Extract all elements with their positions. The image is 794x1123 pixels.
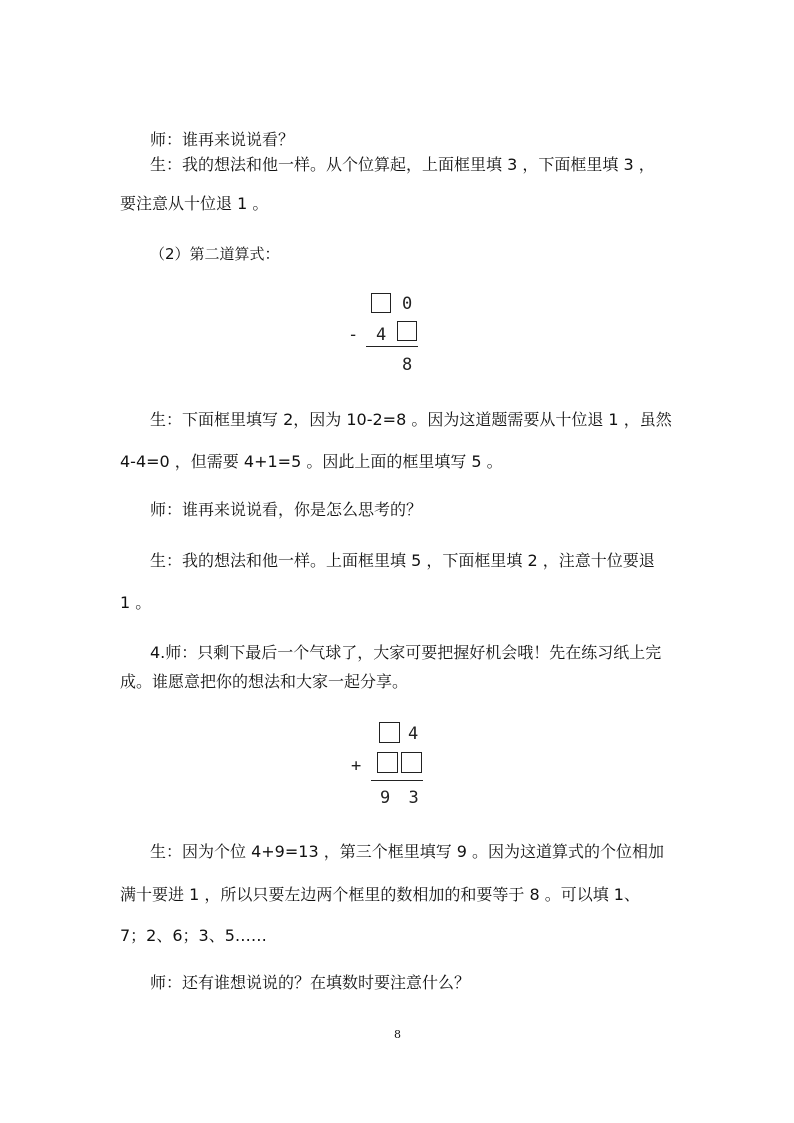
paragraph-student-2-line2: 4-4=0 ，但需要 4+1=5 。因此上面的框里填写 5 。	[120, 452, 503, 471]
blank-box	[397, 321, 417, 341]
paragraph-student-3-line1: 生：我的想法和他一样。上面框里填 5 ，下面框里填 2 ，注意十位要退	[150, 551, 655, 570]
paragraph-student-1-line2: 要注意从十位退 1 。	[120, 194, 269, 213]
section-heading-2: （2）第二道算式：	[150, 245, 280, 263]
paragraph-student-1-line1: 生：我的想法和他一样。从个位算起，上面框里填 3 ，下面框里填 3 ，	[150, 155, 655, 174]
equation-2-operator: +	[351, 756, 362, 776]
equation-1-result: 8	[402, 355, 413, 375]
blank-box	[377, 752, 398, 773]
equation-2-top-digit: 4	[408, 724, 419, 744]
equation-1-rule	[366, 346, 418, 347]
page-number: 8	[394, 1028, 401, 1041]
paragraph-teacher-2: 师：谁再来说说看，你是怎么思考的？	[150, 500, 423, 519]
equation-1-top-digit: 0	[402, 294, 413, 314]
paragraph-student-4-line2: 满十要进 1 ，所以只要左边两个框里的数相加的和要等于 8 。可以填 1、	[120, 885, 640, 904]
paragraph-teacher-3-line2: 成。谁愿意把你的想法和大家一起分享。	[120, 672, 409, 691]
equation-1-operator: -	[348, 325, 359, 345]
equation-2-result: 9 3	[380, 788, 423, 808]
equation-2-rule	[371, 780, 423, 781]
equation-1-mid-digit: 4	[376, 325, 387, 345]
paragraph-teacher-3-line1: 4.师：只剩下最后一个气球了，大家可要把握好机会哦！先在练习纸上完	[150, 643, 662, 662]
paragraph-student-2-line1: 生：下面框里填写 2，因为 10-2=8 。因为这道题需要从十位退 1 ，虽然	[150, 410, 672, 429]
paragraph-teacher-1: 师：谁再来说说看？	[150, 130, 295, 149]
blank-box	[371, 293, 391, 313]
paragraph-teacher-4: 师：还有谁想说说的？在填数时要注意什么？	[150, 973, 471, 992]
paragraph-student-4-line1: 生：因为个位 4+9=13 ，第三个框里填写 9 。因为这道算式的个位相加	[150, 842, 665, 861]
blank-box	[379, 722, 400, 743]
paragraph-student-4-line3: 7；2、6；3、5……	[120, 926, 267, 945]
blank-box	[401, 752, 422, 773]
paragraph-student-3-line2: 1 。	[120, 593, 152, 612]
